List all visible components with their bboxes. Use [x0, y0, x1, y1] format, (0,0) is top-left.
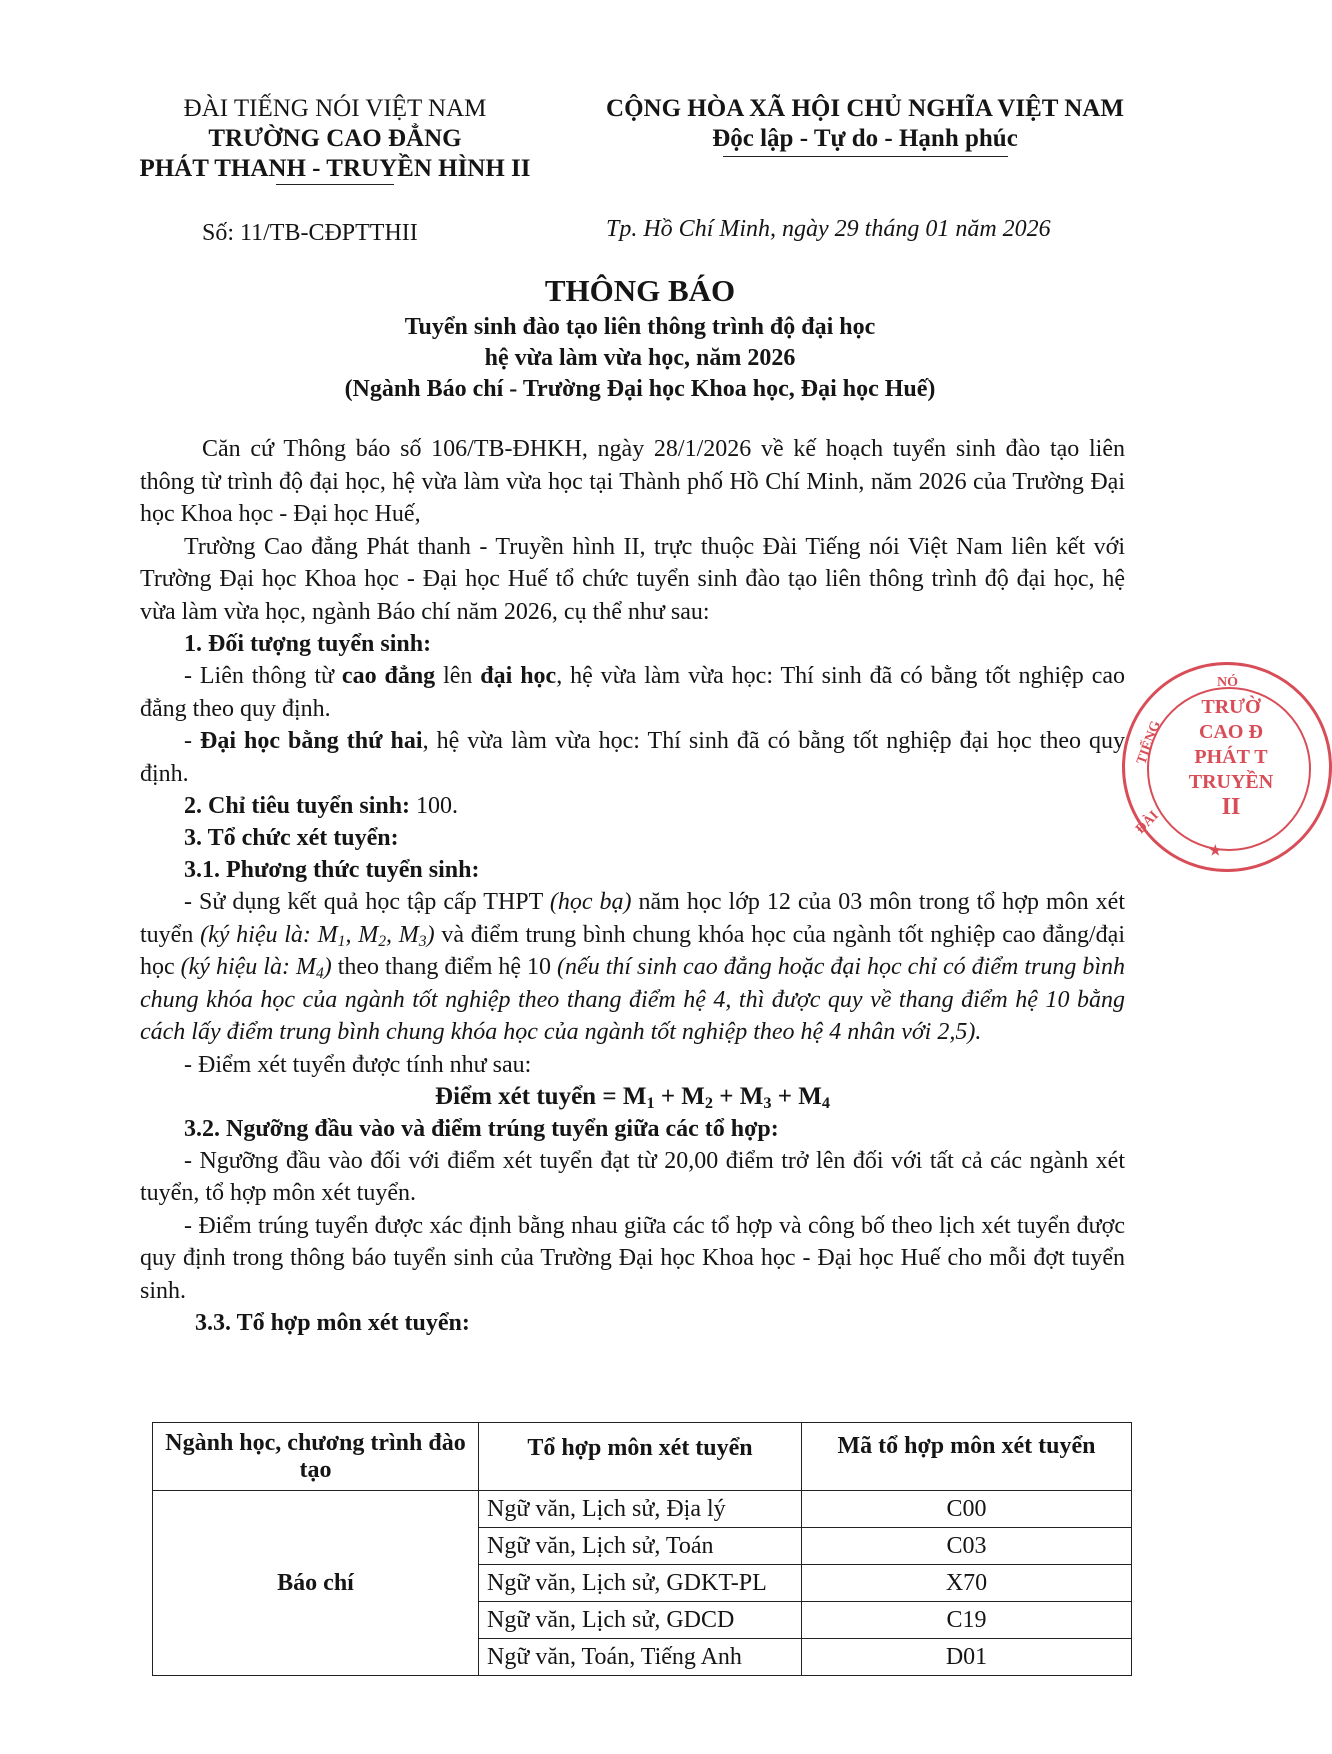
table-header-row [153, 1423, 1132, 1491]
section-2-value: 100. [410, 793, 459, 819]
code-cell: X70 [802, 1565, 1132, 1602]
body [140, 433, 1125, 1339]
combo-cell: Ngữ văn, Lịch sử, GDCD [479, 1602, 802, 1639]
section-32-bullet-2: - Điểm trúng tuyển được xác định bằng nhau giữa các tổ hợp và công bố theo lịch xét tuyển được quy định trong thông báo tuyển sinh của Trường Đại học Khoa học - Đại học Huế cho mỗi đợt tuyển sinh. [140, 1212, 1125, 1304]
seal-line-1: TRƯỜ [1201, 696, 1261, 718]
section-1-heading: 1. Đối tượng tuyển sinh: [184, 631, 432, 657]
combo-cell: Ngữ văn, Toán, Tiếng Anh [479, 1639, 802, 1676]
code-cell: C00 [802, 1491, 1132, 1528]
header-program: Ngành học, chương trình đào tạo [153, 1423, 479, 1491]
header-combination: Tổ hợp môn xét tuyển [479, 1423, 802, 1491]
seal-arc-left: TIẾNG [1134, 719, 1164, 767]
title-sub1: Tuyển sinh đào tạo liên thông trình độ đại học [404, 314, 876, 340]
code-cell: C19 [802, 1602, 1132, 1639]
seal-arc-top: NÓ [1217, 675, 1238, 690]
seal-clip [1100, 650, 1274, 880]
section-32-bullet-1: - Ngưỡng đầu vào đối với điểm xét tuyển đạt từ 20,00 điểm trở lên đối với tất cả các ngành xét tuyển, tổ hợp môn xét tuyển. [140, 1147, 1125, 1206]
code-cell: D01 [802, 1639, 1132, 1676]
seal-line-2: CAO Đ [1199, 721, 1263, 743]
combo-cell: Ngữ văn, Lịch sử, Địa lý [479, 1491, 802, 1528]
section-1-bullet-2: - Đại học bằng thứ hai, hệ vừa làm vừa học: Thí sinh đã có bằng tốt nghiệp đại học theo quy định. [140, 728, 1125, 787]
paragraph-intro: Trường Cao đẳng Phát thanh - Truyền hình II, trực thuộc Đài Tiếng nói Việt Nam liên kết với Trường Đại học Khoa học - Đại học Huế tổ chức tuyển sinh đào tạo liên thông trình độ đại học, hệ vừa làm vừa học, ngành Báo chí năm 2026, cụ thể như sau: [140, 533, 1125, 625]
school-seal [1122, 662, 1332, 872]
header-right [570, 94, 1160, 157]
combo-cell: Ngữ văn, Lịch sử, GDKT-PL [479, 1565, 802, 1602]
seal-line-4: TRUYỀN [1188, 771, 1274, 793]
school-name-line1: TRƯỜNG CAO ĐẲNG [208, 125, 462, 152]
school-name-line2: PHÁT THANH - TRUYỀN HÌNH II [139, 155, 531, 182]
left-underline [276, 184, 394, 185]
code-cell: C03 [802, 1528, 1132, 1565]
program-cell: Báo chí [153, 1491, 479, 1676]
document-date: Tp. Hồ Chí Minh, ngày 29 tháng 01 năm 2026 [606, 216, 1051, 242]
paragraph-basis: Căn cứ Thông báo số 106/TB-ĐHKH, ngày 28/1/2026 về kế hoạch tuyển sinh đào tạo liên thông từ trình độ đại học, hệ vừa làm vừa học tại Thành phố Hồ Chí Minh, năm 2026 của Trường Đại học Khoa học - Đại học Huế, [140, 436, 1125, 527]
seal-line-3: PHÁT T [1194, 746, 1268, 768]
title-sub2: hệ vừa làm vừa học, năm 2026 [484, 345, 796, 371]
combo-cell: Ngữ văn, Lịch sử, Toán [479, 1528, 802, 1565]
org-name: ĐÀI TIẾNG NÓI VIỆT NAM [183, 95, 487, 122]
header-code: Mã tổ hợp môn xét tuyển [802, 1423, 1132, 1491]
title-block [140, 270, 1140, 405]
section-32-heading: 3.2. Ngưỡng đầu vào và điểm trúng tuyển giữa các tổ hợp: [184, 1115, 779, 1142]
country-name: CỘNG HÒA XÃ HỘI CHỦ NGHĨA VIỆT NAM [606, 95, 1124, 122]
section-1-bullet-1: - Liên thông từ cao đẳng lên đại học, hệ vừa làm vừa học: Thí sinh đã có bằng tốt nghiệp cao đẳng theo quy định. [140, 663, 1125, 722]
motto-underline [723, 156, 1008, 157]
seal-arc-bottom: ĐÀI [1133, 808, 1162, 838]
motto: Độc lập - Tự do - Hạnh phúc [712, 125, 1018, 152]
section-3-heading: 3. Tổ chức xét tuyển: [184, 825, 399, 851]
section-2-heading: 2. Chỉ tiêu tuyển sinh: [184, 793, 411, 819]
title-main: THÔNG BÁO [544, 273, 736, 308]
section-33-heading: 3.3. Tổ hợp môn xét tuyển: [195, 1310, 470, 1336]
section-31-heading: 3.1. Phương thức tuyển sinh: [184, 857, 480, 883]
table-row [153, 1491, 1132, 1528]
document-number: Số: 11/TB-CĐPTTHII [202, 220, 418, 246]
seal-line-5: II [1221, 794, 1241, 820]
header-left [120, 94, 550, 185]
title-sub3: (Ngành Báo chí - Trường Đại học Khoa học, Đại học Huế) [344, 376, 936, 402]
score-intro: - Điểm xét tuyển được tính như sau: [184, 1051, 532, 1078]
combination-table [152, 1422, 1132, 1676]
seal-star-icon: ★ [1209, 844, 1222, 859]
section-31-text: - Sử dụng kết quả học tập cấp THPT (học bạ) năm học lớp 12 của 03 môn trong tổ hợp môn xét tuyển (ký hiệu là: $M_1$, $M_2$, $M_3$) và điểm trung bình chung khóa học của ngành tốt nghiệp cao đẳng/đại học (ký hiệu là: $M_4$) theo thang điểm hệ 10 (nếu thí sinh cao đẳng hoặc đại học chỉ có điểm trung bình chung khóa học của ngành tốt nghiệp theo thang điểm hệ 4, thì được quy về thang điểm hệ 10 bằng cách lấy điểm trung bình chung khóa học của ngành tốt nghiệp theo hệ 4 nhân với 2,5). [140, 889, 1125, 1045]
section-2 [140, 790, 1125, 822]
score-formula: Điểm xét tuyển = $M_1 + M_2 + M_3 + M_4$ [435, 1082, 830, 1112]
